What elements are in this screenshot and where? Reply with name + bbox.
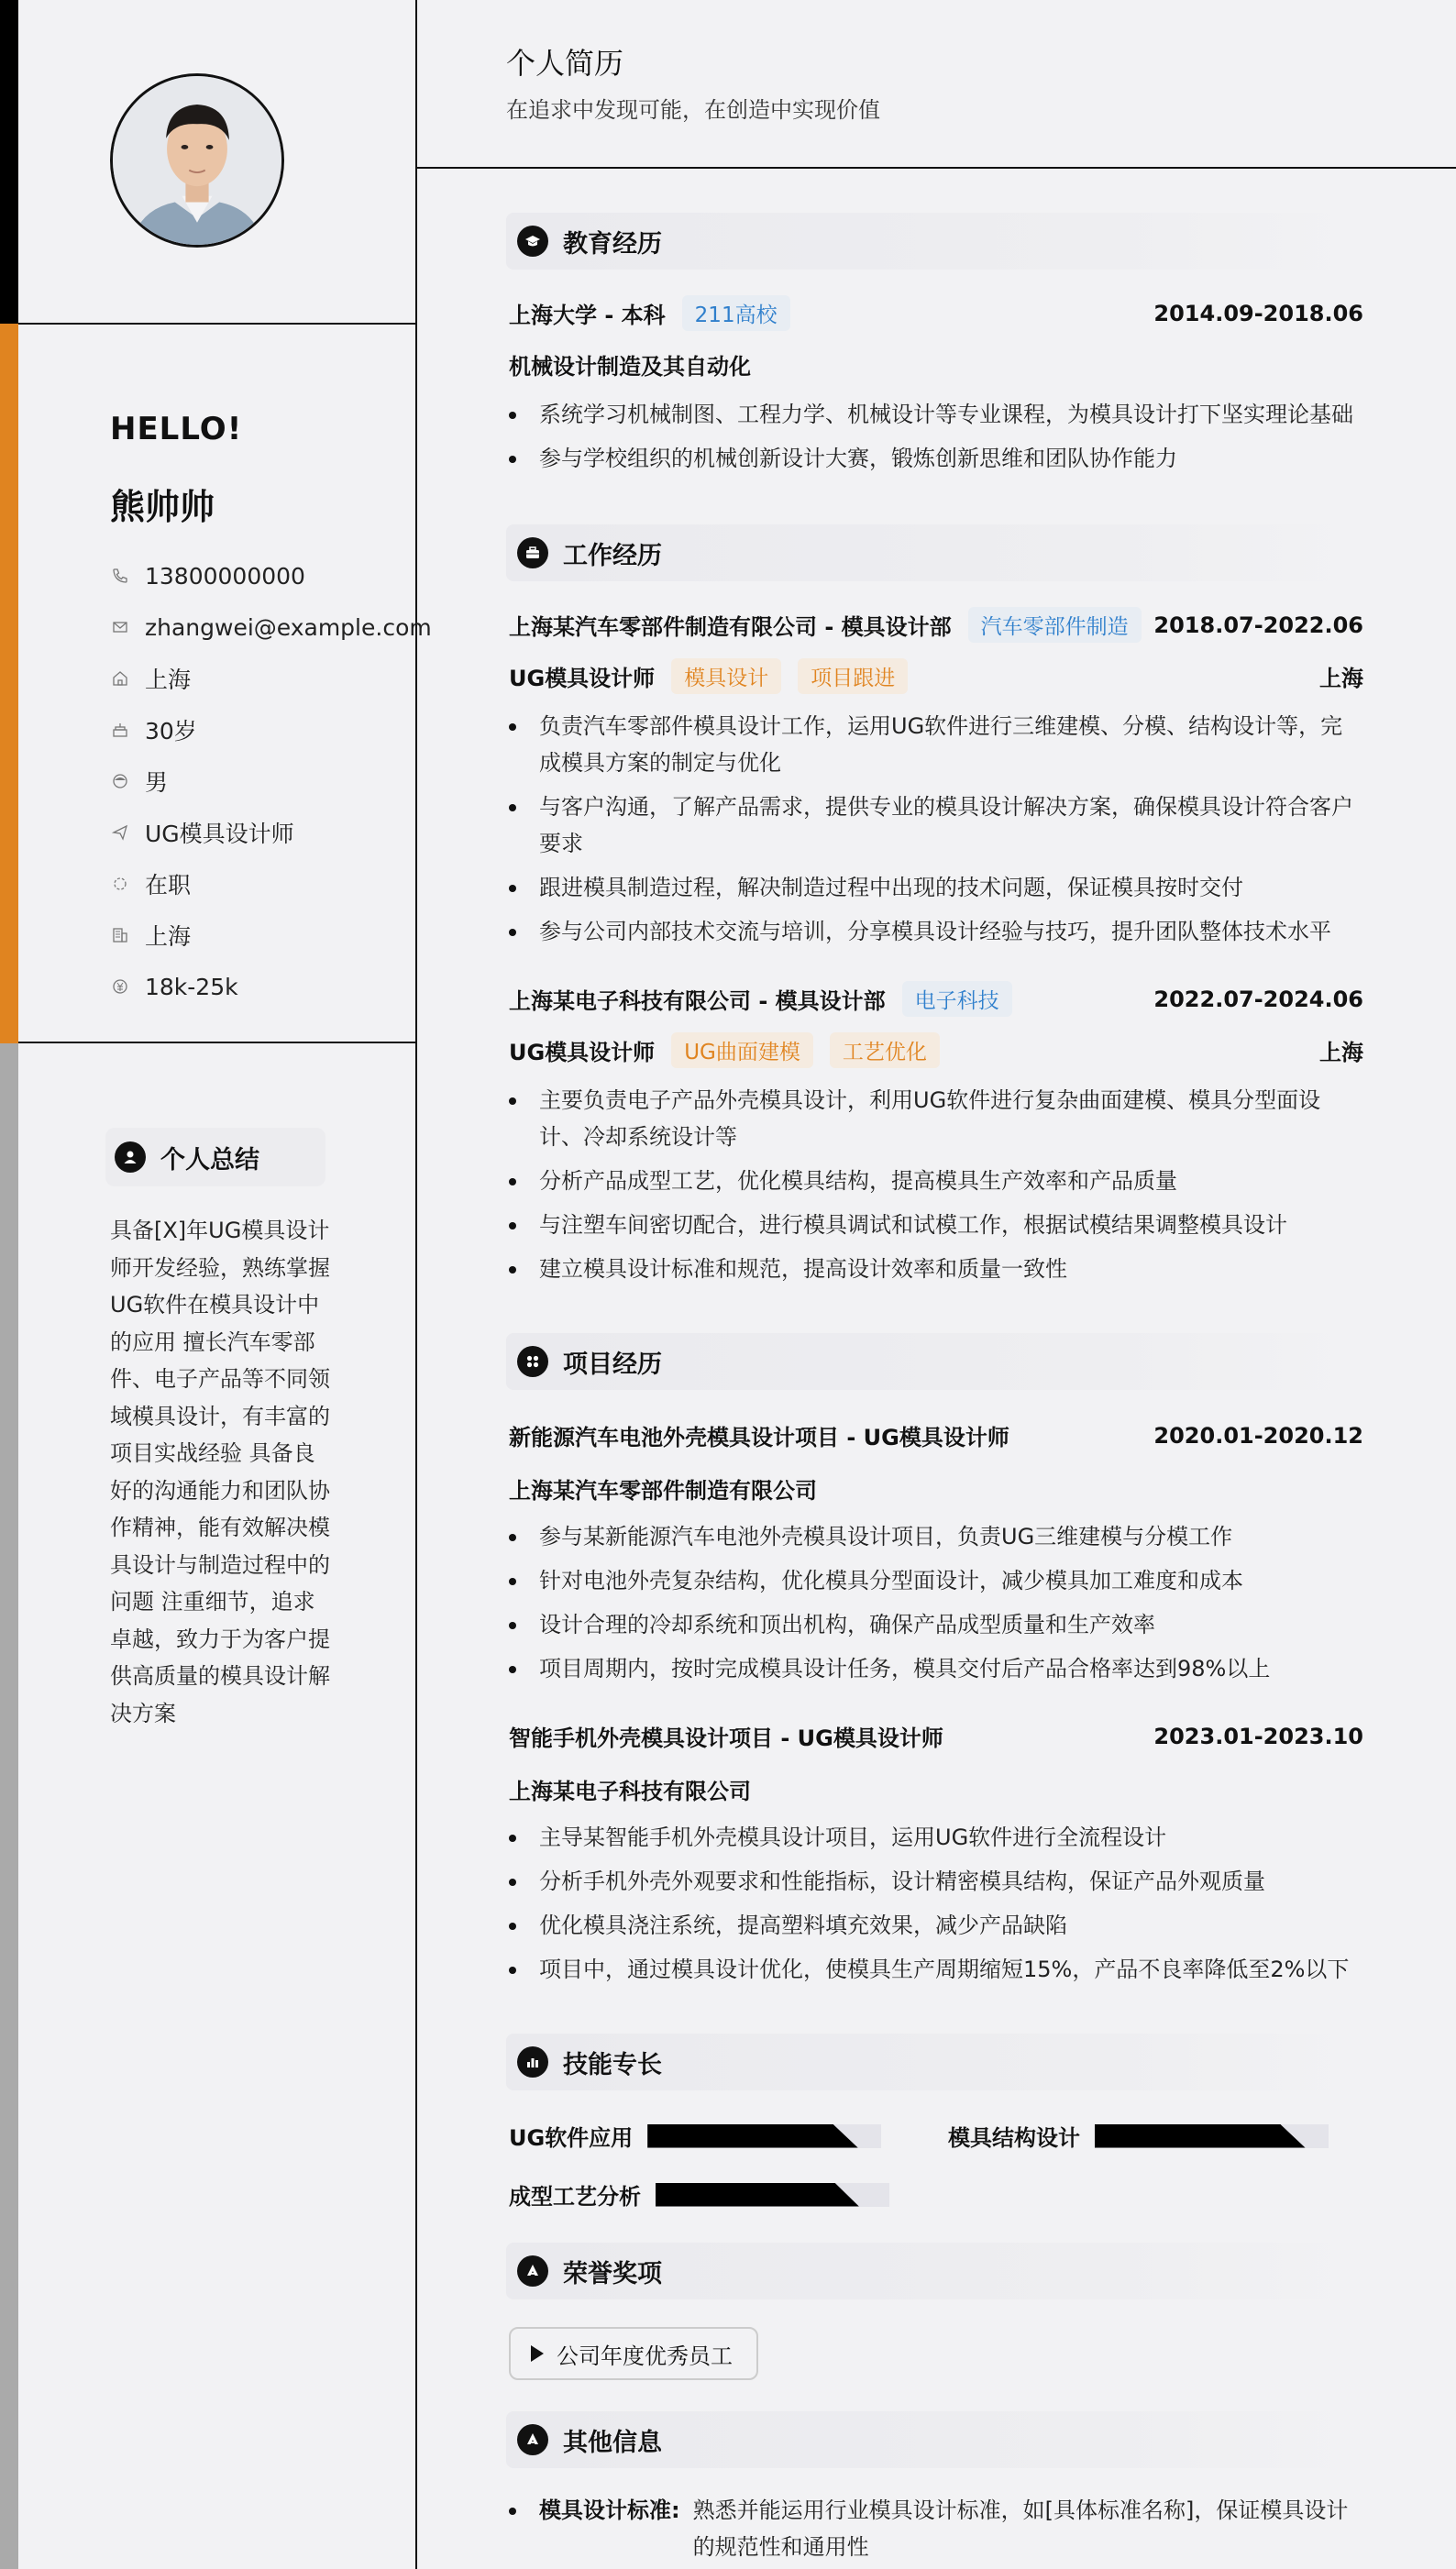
info-row-location	[110, 910, 432, 961]
column-divider	[415, 0, 417, 2569]
other-value: 熟悉并能运用行业模具设计标准，如[具体标准名称]，保证模具设计的规范性和通用性	[692, 2497, 1349, 2560]
award-item[interactable]	[509, 2327, 758, 2380]
info-row-gender	[110, 755, 432, 807]
awards-title: 荣誉奖项	[563, 2259, 662, 2288]
other-key: 模具设计标准:	[539, 2497, 680, 2523]
job-location: 上海	[1319, 1040, 1363, 1065]
job-role: UG模具设计师	[509, 1040, 656, 1065]
awards-section-header	[506, 2243, 1363, 2299]
list-item: 分析产品成型工艺，优化模具结构，提高模具生产效率和产品质量	[509, 1163, 1363, 1199]
list-item: 参与公司内部技术交流与培训，分享模具设计经验与技巧，提升团队整体技术水平	[509, 913, 1363, 950]
list-item: 主要负责电子产品外壳模具设计，利用UG软件进行复杂曲面建模、模具分型面设计、冷却系统设计等	[509, 1082, 1363, 1155]
list-item: 优化模具浇注系统，提高塑料填充效果，减少产品缺陷	[509, 1907, 1363, 1944]
send-icon	[110, 822, 130, 843]
project-bullets	[509, 1819, 1363, 1995]
list-item: 主导某智能手机外壳模具设计项目，运用UG软件进行全流程设计	[509, 1819, 1363, 1856]
job-date: 2018.07-2022.06	[1153, 612, 1363, 638]
skill-bar-fill	[1095, 2124, 1306, 2148]
education-major: 机械设计制造及其自动化	[509, 354, 751, 380]
info-position-value: UG模具设计师	[145, 821, 294, 847]
list-item: 针对电池外壳复杂结构，优化模具分型面设计，减少模具加工难度和成本	[509, 1562, 1363, 1599]
list-item: 与注塑车间密切配合，进行模具调试和试模工作，根据试模结果调整模具设计	[509, 1207, 1363, 1243]
bar-chart-icon	[517, 2046, 548, 2078]
play-icon	[531, 2345, 544, 2362]
project-name: 新能源汽车电池外壳模具设计项目 - UG模具设计师	[509, 1425, 1009, 1450]
phone-icon	[110, 566, 130, 586]
job-row	[509, 607, 1363, 643]
gender-icon	[110, 771, 130, 791]
project-company: 上海某汽车零部件制造有限公司	[509, 1478, 817, 1504]
info-salary-value: 18k-25k	[145, 973, 238, 1000]
skill-item	[509, 2178, 889, 2211]
list-item: 与客户沟通，了解产品需求，提供专业的模具设计解决方案，确保模具设计符合客户要求	[509, 788, 1363, 862]
info-row-phone	[110, 550, 432, 601]
job-bullets	[509, 708, 1363, 957]
list-item: 系统学习机械制图、工程力学、机械设计等专业课程，为模具设计打下坚实理论基础	[509, 396, 1363, 433]
job-role-row	[509, 658, 1363, 694]
sidebar-divider	[18, 1042, 416, 1043]
home-icon	[110, 668, 130, 689]
page-subtitle: 在追求中发现可能，在创造中实现价值	[506, 97, 880, 123]
skill-name: UG软件应用	[509, 2125, 634, 2151]
grid-icon	[517, 1346, 548, 1377]
skill-name: 成型工艺分析	[509, 2184, 641, 2210]
job-company: 上海某电子科技有限公司 - 模具设计部	[509, 988, 886, 1014]
hello-heading: HELLO!	[110, 411, 243, 447]
projects-title: 项目经历	[563, 1350, 662, 1379]
list-item: 参与学校组织的机械创新设计大赛，锻炼创新思维和团队协作能力	[509, 440, 1363, 477]
info-phone-value: 13800000000	[145, 562, 305, 590]
project-date: 2020.01-2020.12	[1153, 1422, 1363, 1449]
project-company: 上海某电子科技有限公司	[509, 1779, 751, 1804]
info-age-value: 30岁	[145, 718, 197, 744]
summary-text: 具备[X]年UG模具设计师开发经验，熟练掌握UG软件在模具设计中的应用 擅长汽车零部件、电子产品等不同领域模具设计，有丰富的项目实战经验 具备良好的沟通能力和团队协作精神，能有效解决模具设计与制造过程中的问题 注重细节，追求卓越，致力于为客户提供高质量的模具设计解决方案	[110, 1218, 330, 1726]
skill-bar	[656, 2183, 889, 2207]
skills-title: 技能专长	[563, 2050, 662, 2079]
info-row-age	[110, 704, 432, 755]
project-name: 智能手机外壳模具设计项目 - UG模具设计师	[509, 1726, 943, 1751]
info-city-value: 上海	[145, 667, 192, 693]
list-item: 建立模具设计标准和规范，提高设计效率和质量一致性	[509, 1251, 1363, 1287]
work-title: 工作经历	[563, 541, 662, 570]
education-bullets	[509, 396, 1363, 484]
skill-item	[509, 2120, 881, 2152]
education-title: 教育经历	[563, 229, 662, 259]
education-section-header	[506, 213, 1363, 270]
project-row	[509, 1720, 1363, 1752]
list-item: 设计合理的冷却系统和顶出机构，确保产品成型质量和生产效率	[509, 1606, 1363, 1643]
status-icon	[110, 874, 130, 894]
info-row-salary	[110, 961, 432, 1012]
skill-bar-fill	[656, 2183, 859, 2207]
list-item: 参与某新能源汽车电池外壳模具设计项目，负责UG三维建模与分模工作	[509, 1518, 1363, 1555]
project-bullets	[509, 1518, 1363, 1694]
projects-section-header	[506, 1333, 1363, 1390]
salary-icon	[110, 976, 130, 997]
contact-info-list	[110, 550, 432, 1012]
building-icon	[110, 925, 130, 945]
list-item: 项目周期内，按时完成模具设计任务，模具交付后产品合格率达到98%以上	[509, 1650, 1363, 1687]
bullet-dot	[509, 2508, 516, 2515]
header-divider	[417, 167, 1456, 169]
skills-section-header	[506, 2034, 1363, 2090]
award-icon	[517, 2255, 548, 2287]
list-item: 跟进模具制造过程，解决制造过程中出现的技术问题，保证模具按时交付	[509, 869, 1363, 906]
info-email-value: zhangwei@example.com	[145, 613, 432, 641]
list-item: 负责汽车零部件模具设计工作，运用UG软件进行三维建模、分模、结构设计等，完成模具方案的制定与优化	[509, 708, 1363, 781]
skill-bar	[647, 2124, 881, 2148]
education-row	[509, 295, 1363, 331]
page-title: 个人简历	[506, 46, 624, 81]
color-bar-gray	[0, 1043, 18, 2569]
summary-section-header	[105, 1128, 325, 1186]
info-gender-value: 男	[145, 769, 169, 796]
info-row-status	[110, 858, 432, 910]
job-location: 上海	[1319, 666, 1363, 691]
education-school: 上海大学 - 本科	[509, 303, 666, 328]
info-row-email	[110, 601, 432, 653]
job-skill-tag: UG曲面建模	[671, 1032, 813, 1068]
skill-item	[948, 2120, 1329, 2152]
avatar	[110, 73, 284, 248]
education-tag: 211高校	[682, 295, 790, 331]
list-item: 项目中，通过模具设计优化，使模具生产周期缩短15%，产品不良率降低至2%以下	[509, 1951, 1363, 1988]
job-row	[509, 981, 1363, 1017]
color-bar-orange	[0, 324, 18, 1043]
candidate-name: 熊帅帅	[110, 487, 215, 527]
briefcase-icon	[517, 537, 548, 568]
job-company: 上海某汽车零部件制造有限公司 - 模具设计部	[509, 614, 952, 640]
job-role-row	[509, 1032, 1363, 1068]
summary-title: 个人总结	[160, 1145, 259, 1174]
list-item: 分析手机外壳外观要求和性能指标，设计精密模具结构，保证产品外观质量	[509, 1863, 1363, 1900]
education-date: 2014.09-2018.06	[1153, 300, 1363, 326]
sidebar-divider	[18, 323, 416, 325]
info-row-city	[110, 653, 432, 704]
work-section-header	[506, 524, 1363, 581]
job-role: UG模具设计师	[509, 666, 656, 691]
job-skill-tag: 项目跟进	[798, 658, 908, 694]
other-section-header	[506, 2411, 1363, 2468]
mail-icon	[110, 617, 130, 637]
job-skill-tag: 工艺优化	[830, 1032, 940, 1068]
job-industry-tag: 汽车零部件制造	[968, 607, 1142, 643]
project-date: 2023.01-2023.10	[1153, 1723, 1363, 1749]
skill-bar-fill	[647, 2124, 858, 2148]
cake-icon	[110, 720, 130, 740]
other-item	[509, 2492, 1363, 2565]
job-industry-tag: 电子科技	[902, 981, 1012, 1017]
job-bullets	[509, 1082, 1363, 1295]
info-icon	[517, 2424, 548, 2455]
job-date: 2022.07-2024.06	[1153, 986, 1363, 1012]
project-row	[509, 1419, 1363, 1451]
graduation-cap-icon	[517, 226, 548, 257]
color-bar-black	[0, 0, 18, 324]
skill-bar	[1095, 2124, 1329, 2148]
info-status-value: 在职	[145, 872, 192, 899]
job-skill-tag: 模具设计	[671, 658, 781, 694]
user-icon	[115, 1141, 146, 1173]
info-location-value: 上海	[145, 923, 192, 950]
info-row-position	[110, 807, 432, 858]
other-title: 其他信息	[563, 2428, 662, 2457]
award-label: 公司年度优秀员工	[557, 2343, 733, 2369]
skill-name: 模具结构设计	[948, 2125, 1080, 2151]
